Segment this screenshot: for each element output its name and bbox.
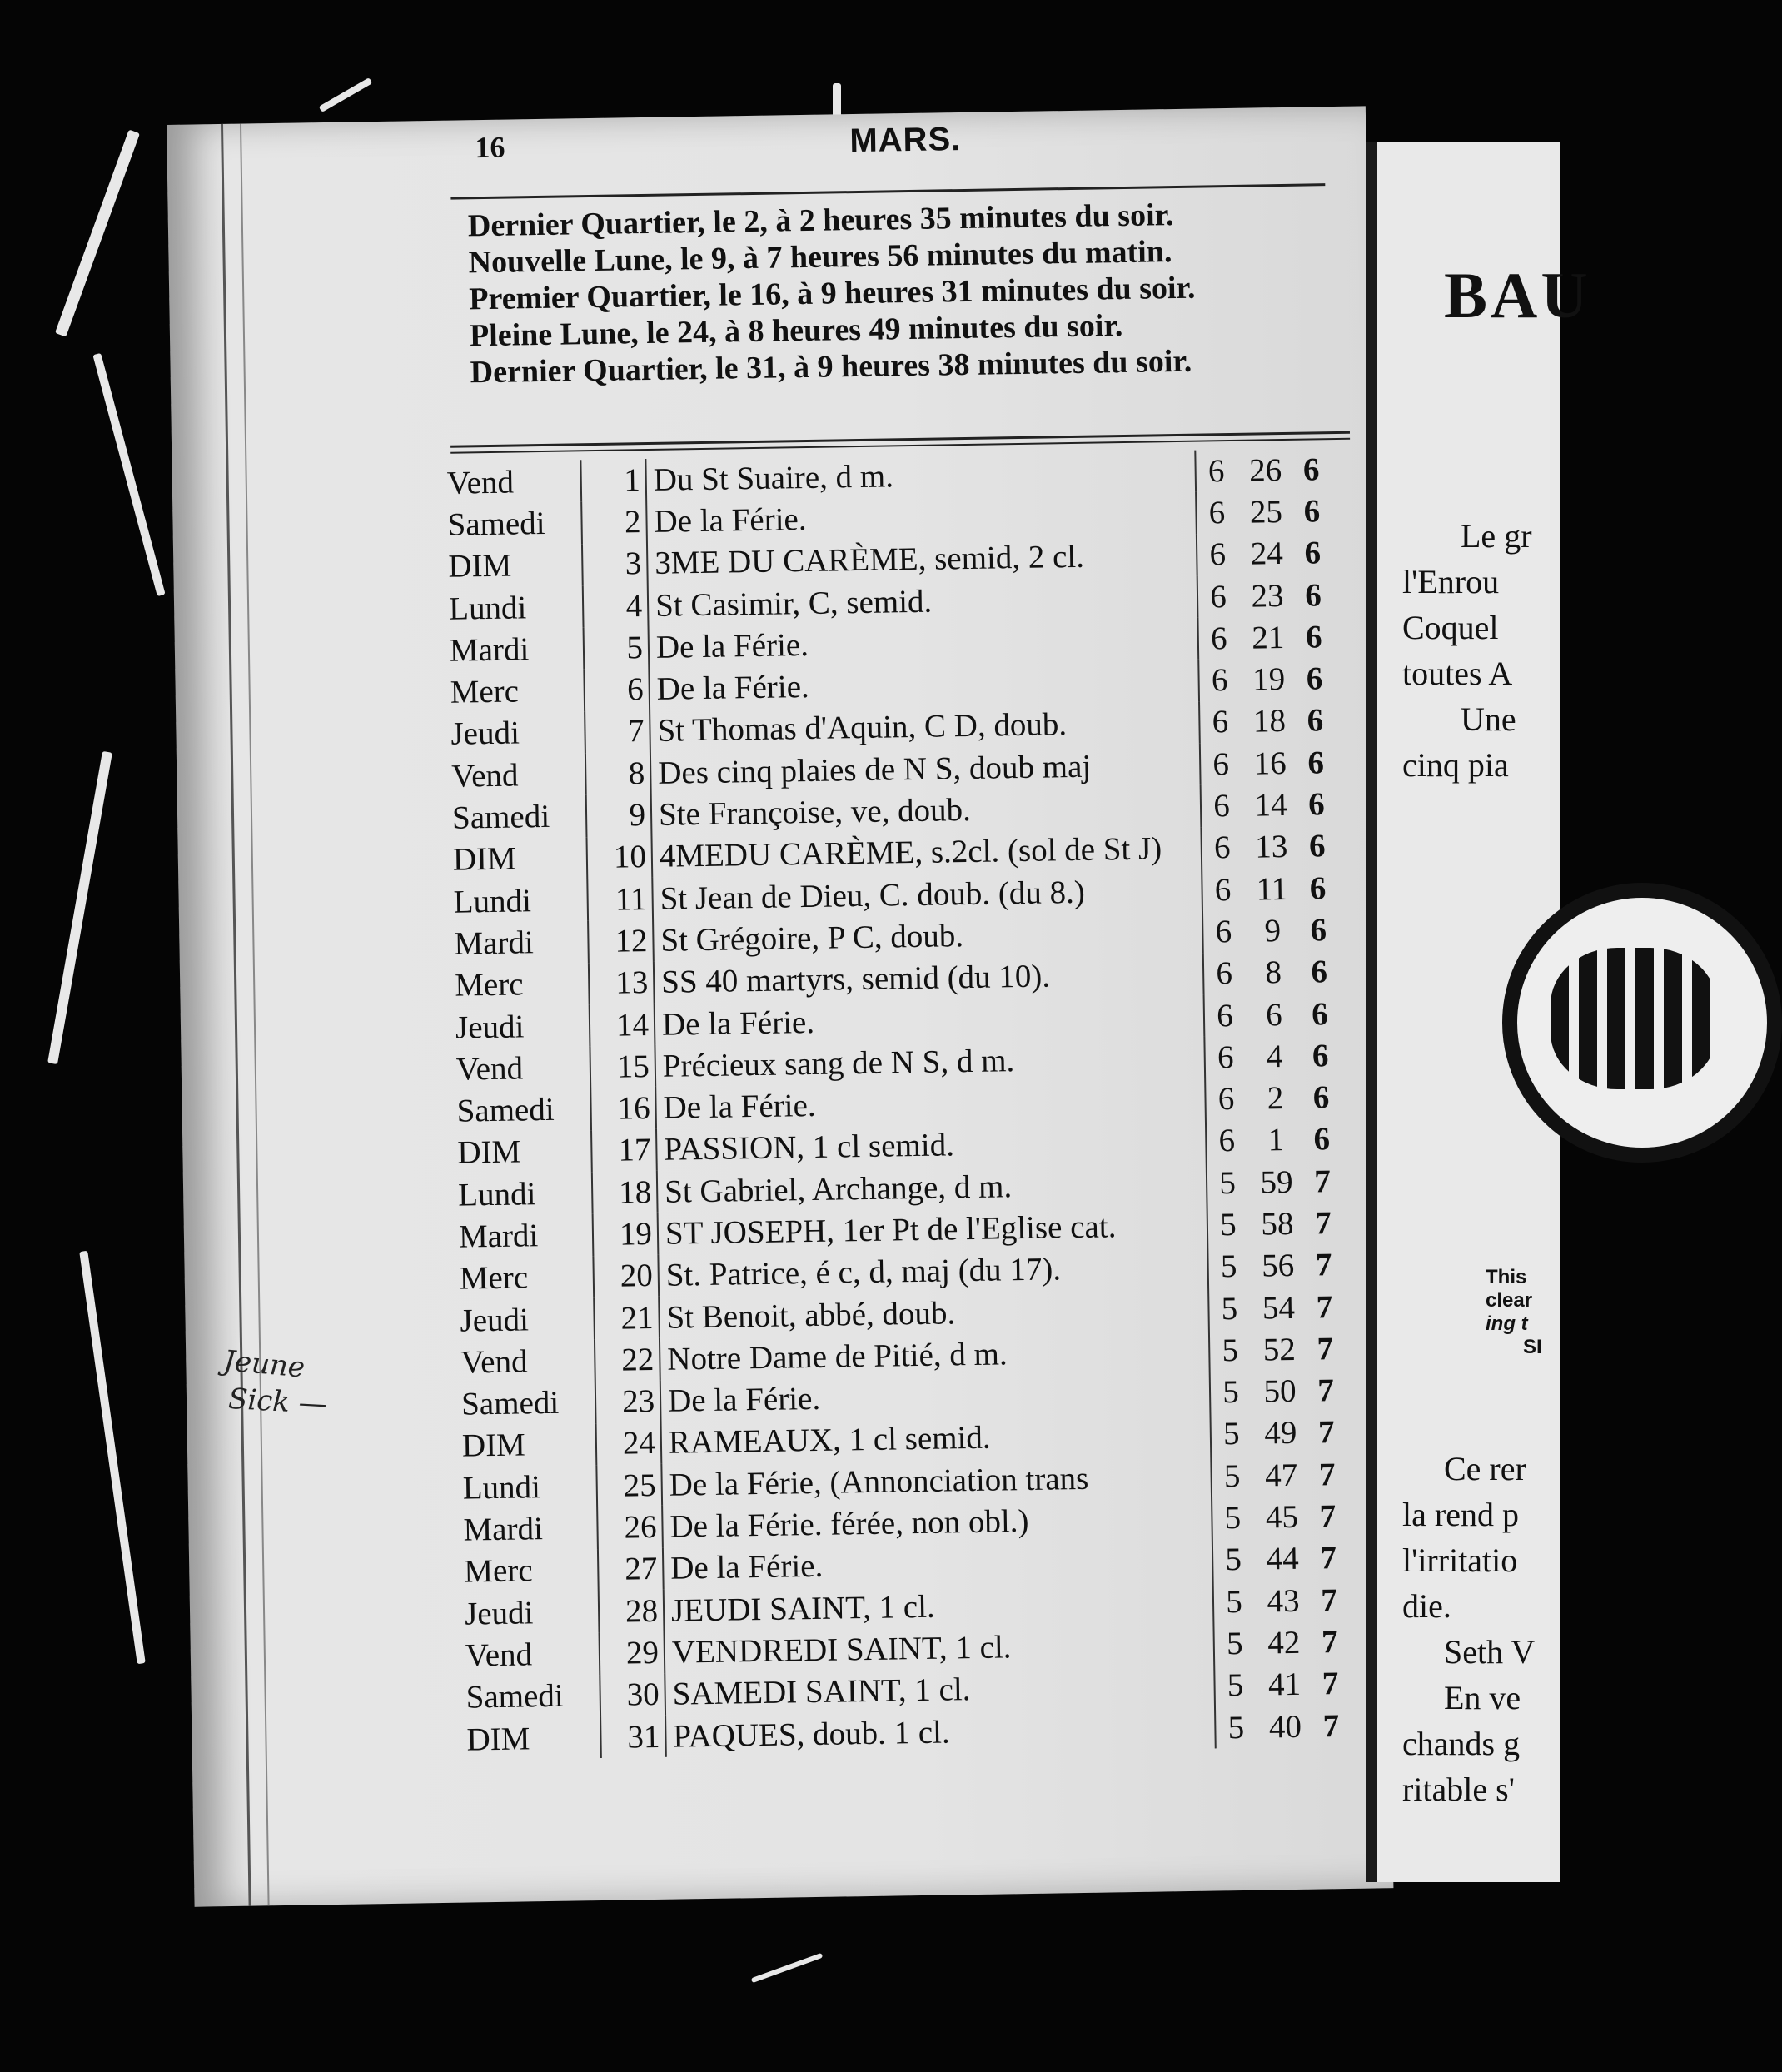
- page-number: 16: [475, 130, 505, 165]
- minute-cell: 6: [1265, 996, 1283, 1033]
- minute-cell: 50: [1263, 1373, 1297, 1410]
- minute-cell: 45: [1265, 1498, 1299, 1536]
- weekday-cell: Mardi: [454, 924, 535, 962]
- minute-cell: 59: [1260, 1163, 1293, 1201]
- weekday-cell: Jeudi: [455, 1008, 525, 1046]
- weekday-cell: Lundi: [462, 1468, 541, 1507]
- weekday-cell: Vend: [450, 757, 519, 794]
- feast-cell: St Casimir, C, semid.: [655, 583, 933, 624]
- sunset-hour-cell: 7: [1314, 1163, 1332, 1200]
- sunset-hour-cell: 7: [1316, 1288, 1333, 1326]
- weekday-cell: Lundi: [457, 1175, 536, 1213]
- sunset-hour-cell: 7: [1322, 1707, 1340, 1744]
- moon-phases: [468, 194, 1345, 391]
- date-cell: 4: [582, 585, 650, 628]
- sunset-hour-cell: 6: [1311, 954, 1328, 990]
- minute-cell: 21: [1251, 619, 1285, 656]
- calendar-table: [446, 448, 1374, 1761]
- hour-cell: 5: [1213, 1664, 1256, 1706]
- minute-cell: 16: [1253, 745, 1287, 782]
- weekday-cell: Vend: [460, 1343, 528, 1381]
- sunset-hour-cell: 6: [1306, 660, 1323, 697]
- weekday-cell: DIM: [452, 840, 517, 879]
- date-cell: 6: [583, 668, 650, 711]
- facing-page-small: ing t: [1486, 1312, 1528, 1335]
- feast-cell: St Grégoire, P C, doub.: [660, 917, 964, 959]
- sunset-hour-cell: 7: [1314, 1205, 1332, 1242]
- hour-cell: 5: [1207, 1245, 1249, 1288]
- weekday-cell: DIM: [466, 1720, 530, 1758]
- sunset-hour-cell: 6: [1313, 1121, 1331, 1158]
- facing-page-text: Ce rer: [1444, 1450, 1526, 1487]
- date-cell: 18: [591, 1171, 659, 1214]
- feast-cell: SAMEDI SAINT, 1 cl.: [672, 1671, 971, 1712]
- weekday-cell: Samedi: [447, 505, 545, 543]
- weekday-cell: Samedi: [456, 1091, 555, 1129]
- feast-cell: De la Férie. férée, non obl.): [669, 1503, 1029, 1545]
- sunset-hour-cell: 6: [1307, 744, 1325, 781]
- hour-cell: 6: [1194, 450, 1237, 492]
- facing-page: [1366, 142, 1591, 1882]
- date-cell: 1: [580, 459, 647, 502]
- hour-cell: 6: [1201, 869, 1243, 911]
- hour-cell: 6: [1198, 701, 1241, 744]
- date-cell: 25: [595, 1464, 663, 1507]
- hour-cell: 6: [1202, 910, 1244, 953]
- facing-page-text: Seth V: [1444, 1633, 1536, 1671]
- hour-cell: 6: [1202, 952, 1245, 994]
- hour-cell: 5: [1207, 1288, 1250, 1330]
- weekday-cell: DIM: [461, 1427, 526, 1465]
- weekday-cell: Vend: [446, 464, 515, 501]
- hour-cell: 5: [1210, 1455, 1252, 1497]
- facing-page-text: chands g: [1402, 1725, 1521, 1762]
- feast-cell: De la Férie.: [669, 1548, 824, 1587]
- hour-cell: 5: [1212, 1581, 1255, 1623]
- minute-cell: 18: [1252, 703, 1287, 740]
- minute-cell: 56: [1261, 1248, 1295, 1284]
- feast-cell: St. Patrice, é c, d, maj (du 17).: [665, 1251, 1062, 1294]
- weekday-cell: Samedi: [465, 1677, 565, 1716]
- feast-cell: St Jean de Dieu, C. doub. (du 8.): [660, 874, 1086, 917]
- hour-cell: 6: [1197, 659, 1240, 701]
- weekday-cell: Mardi: [449, 631, 530, 669]
- minute-cell: 25: [1249, 493, 1283, 530]
- date-cell: 20: [592, 1255, 660, 1298]
- background-crack: [79, 1251, 145, 1665]
- facing-page-text: die.: [1402, 1587, 1451, 1625]
- date-cell: 7: [584, 710, 651, 754]
- minute-cell: 9: [1264, 913, 1282, 949]
- sunset-hour-cell: 6: [1312, 1079, 1330, 1116]
- feast-cell: SS 40 martyrs, semid (du 10).: [660, 958, 1051, 1000]
- weekday-cell: Mardi: [463, 1511, 544, 1548]
- moon-phase-line: Nouvelle Lune, le 9, à 7 heures 56 minutes du matin.: [468, 234, 1172, 281]
- hour-cell: 6: [1197, 575, 1239, 618]
- weekday-cell: Merc: [459, 1259, 529, 1297]
- minute-cell: 2: [1267, 1080, 1284, 1117]
- sunset-hour-cell: 7: [1320, 1540, 1337, 1576]
- sunset-hour-cell: 7: [1315, 1247, 1332, 1283]
- sunset-hour-cell: 7: [1317, 1331, 1334, 1367]
- minute-cell: 44: [1266, 1541, 1300, 1577]
- minute-cell: 4: [1266, 1038, 1283, 1075]
- date-cell: 26: [596, 1506, 664, 1549]
- date-cell: 3: [581, 543, 649, 586]
- handwritten-note: Sick —: [227, 1382, 328, 1422]
- sunset-hour-cell: 7: [1322, 1666, 1339, 1702]
- feast-cell: St Thomas d'Aquin, C D, doub.: [657, 706, 1068, 750]
- date-cell: 31: [600, 1716, 667, 1759]
- facing-page-text: l'irritatio: [1402, 1542, 1518, 1579]
- minute-cell: 42: [1267, 1624, 1301, 1661]
- minute-cell: 49: [1264, 1415, 1297, 1452]
- sunset-hour-cell: 6: [1308, 828, 1326, 864]
- sunset-hour-cell: 7: [1318, 1456, 1336, 1493]
- feast-cell: PASSION, 1 cl semid.: [664, 1127, 955, 1168]
- feast-cell: Ste Françoise, ve, doub.: [658, 791, 972, 833]
- moon-phase-line: Dernier Quartier, le 2, à 2 heures 35 minutes du soir.: [467, 197, 1174, 244]
- facing-page-text: l'Enrou: [1402, 563, 1500, 600]
- seal-logo: [1502, 883, 1782, 1163]
- hour-cell: 6: [1195, 491, 1237, 534]
- facing-page-small: This: [1486, 1266, 1527, 1288]
- feast-cell: Du St Suaire, d m.: [653, 457, 894, 498]
- feast-cell: Notre Dame de Pitié, d m.: [667, 1336, 1008, 1377]
- feast-cell: St Benoit, abbé, doub.: [666, 1294, 956, 1336]
- hour-cell: 6: [1203, 994, 1246, 1037]
- sunset-hour-cell: 7: [1317, 1414, 1335, 1451]
- date-cell: 9: [585, 794, 653, 837]
- hour-cell: 5: [1207, 1203, 1249, 1246]
- date-cell: 2: [580, 501, 648, 544]
- sunset-hour-cell: 6: [1310, 912, 1327, 949]
- hour-cell: 6: [1197, 617, 1239, 660]
- date-cell: 12: [587, 919, 655, 963]
- weekday-cell: DIM: [448, 547, 512, 585]
- sunset-hour-cell: 6: [1303, 493, 1321, 530]
- hour-cell: 5: [1209, 1413, 1252, 1456]
- background-crack: [751, 1953, 824, 1983]
- facing-page-text: En ve: [1444, 1679, 1521, 1716]
- facing-page-text: cinq pia: [1402, 746, 1509, 784]
- weekday-cell: Mardi: [458, 1218, 539, 1255]
- hour-cell: 6: [1199, 743, 1242, 785]
- minute-cell: 58: [1261, 1205, 1294, 1243]
- date-cell: 15: [589, 1045, 656, 1088]
- sunset-hour-cell: 7: [1321, 1624, 1338, 1661]
- sunset-hour-cell: 6: [1304, 535, 1322, 571]
- minute-cell: 13: [1254, 829, 1288, 865]
- date-cell: 28: [598, 1590, 665, 1633]
- date-cell: 22: [594, 1338, 661, 1382]
- date-cell: 21: [593, 1297, 660, 1340]
- feast-cell: JEUDI SAINT, 1 cl.: [670, 1588, 936, 1629]
- sunset-hour-cell: 7: [1319, 1498, 1336, 1535]
- feast-cell: 4MEDU CARÈME, s.2cl. (sol de St J): [659, 830, 1162, 875]
- sunset-hour-cell: 7: [1320, 1581, 1338, 1619]
- page-gutter: [221, 124, 270, 1906]
- feast-cell: St Gabriel, Archange, d m.: [664, 1168, 1013, 1210]
- date-cell: 30: [599, 1673, 666, 1716]
- minute-cell: 54: [1262, 1289, 1296, 1327]
- sunset-hour-cell: 6: [1302, 451, 1320, 488]
- minute-cell: 52: [1262, 1331, 1297, 1368]
- facing-page-text: Coquel: [1402, 609, 1499, 646]
- sunset-hour-cell: 6: [1305, 619, 1322, 655]
- feast-cell: ST JOSEPH, 1er Pt de l'Eglise cat.: [665, 1208, 1117, 1252]
- moon-phase-line: Dernier Quartier, le 31, à 9 heures 38 minutes du soir.: [470, 343, 1192, 391]
- minute-cell: 43: [1267, 1582, 1300, 1620]
- feast-cell: De la Férie.: [655, 626, 809, 665]
- almanac-page: [167, 106, 1393, 1906]
- hour-cell: 5: [1209, 1371, 1252, 1413]
- facing-page-small: SI: [1523, 1336, 1542, 1358]
- minute-cell: 8: [1265, 954, 1282, 991]
- minute-cell: 1: [1267, 1122, 1285, 1158]
- facing-page-text: Une: [1461, 700, 1516, 738]
- month-title: MARS.: [849, 121, 962, 160]
- feast-cell: 3ME DU CARÈME, semid, 2 cl.: [655, 538, 1085, 582]
- weekday-cell: Jeudi: [464, 1594, 534, 1632]
- weekday-cell: DIM: [457, 1133, 521, 1172]
- date-cell: 19: [592, 1213, 660, 1256]
- date-cell: 16: [590, 1087, 657, 1130]
- date-cell: 5: [583, 626, 650, 670]
- facing-page-small: clear: [1486, 1289, 1533, 1312]
- weekday-cell: Lundi: [453, 882, 532, 920]
- weekday-cell: Samedi: [451, 798, 550, 836]
- feast-cell: De la Férie.: [663, 1087, 816, 1126]
- weekday-cell: Vend: [465, 1636, 533, 1674]
- minute-cell: 24: [1250, 535, 1284, 572]
- sunset-hour-cell: 6: [1311, 995, 1329, 1033]
- weekday-cell: Lundi: [448, 589, 527, 627]
- minute-cell: 23: [1251, 577, 1284, 615]
- facing-page-text: Le gr: [1461, 517, 1532, 555]
- hour-cell: 6: [1204, 1078, 1247, 1120]
- date-cell: 11: [586, 878, 654, 921]
- moon-phase-line: Premier Quartier, le 16, à 9 heures 31 minutes du soir.: [469, 270, 1196, 317]
- feast-cell: De la Férie.: [661, 1004, 815, 1043]
- date-cell: 14: [589, 1004, 656, 1047]
- feast-cell: De la Férie, (Annonciation trans: [669, 1460, 1089, 1503]
- date-cell: 13: [588, 961, 655, 1004]
- background-crack: [319, 77, 373, 112]
- date-cell: 24: [595, 1422, 663, 1466]
- hour-cell: 5: [1214, 1706, 1257, 1749]
- hour-cell: 6: [1200, 784, 1242, 827]
- background-crack: [92, 353, 165, 596]
- sunset-hour-cell: 6: [1309, 869, 1327, 907]
- weekday-cell: Jeudi: [460, 1301, 530, 1339]
- hour-cell: 5: [1206, 1162, 1248, 1204]
- minute-cell: 40: [1268, 1708, 1302, 1745]
- hour-cell: 6: [1205, 1120, 1247, 1163]
- sunset-hour-cell: 6: [1307, 702, 1324, 739]
- minute-cell: 11: [1256, 870, 1288, 908]
- facing-page-title: BAU: [1444, 259, 1591, 331]
- weekday-cell: Jeudi: [450, 715, 520, 753]
- moon-phase-line: Pleine Lune, le 24, à 8 heures 49 minutes du soir.: [469, 307, 1123, 354]
- minute-cell: 19: [1252, 661, 1286, 698]
- feast-cell: VENDREDI SAINT, 1 cl.: [671, 1629, 1012, 1671]
- date-cell: 17: [590, 1129, 658, 1173]
- date-cell: 8: [585, 752, 652, 795]
- date-cell: 23: [595, 1380, 662, 1423]
- weekday-cell: Merc: [450, 673, 520, 710]
- sunset-hour-cell: 6: [1304, 576, 1322, 614]
- hour-cell: 6: [1203, 1036, 1246, 1078]
- minute-cell: 26: [1248, 451, 1282, 489]
- feast-cell: Précieux sang de N S, d m.: [662, 1042, 1015, 1084]
- facing-page-text: la rend p: [1402, 1496, 1519, 1533]
- facing-page-text: ritable s': [1402, 1771, 1515, 1808]
- weekday-cell: Vend: [455, 1050, 524, 1088]
- hour-cell: 5: [1212, 1538, 1254, 1581]
- feast-cell: RAMEAUX, 1 cl semid.: [668, 1420, 991, 1462]
- background-crack: [47, 751, 112, 1064]
- handwritten-note: Jeune: [222, 1344, 306, 1385]
- background-crack: [55, 129, 140, 336]
- feast-cell: De la Férie.: [667, 1381, 821, 1419]
- hour-cell: 5: [1212, 1622, 1255, 1665]
- minute-cell: 14: [1254, 786, 1287, 824]
- feast-cell: Des cinq plaies de N S, doub maj: [657, 748, 1092, 791]
- hour-cell: 6: [1200, 826, 1242, 869]
- feast-cell: De la Férie.: [656, 669, 810, 707]
- date-cell: 10: [585, 836, 653, 879]
- sunset-hour-cell: 7: [1317, 1372, 1335, 1409]
- minute-cell: 47: [1264, 1457, 1298, 1494]
- sunset-hour-cell: 6: [1307, 786, 1326, 823]
- feast-cell: De la Férie.: [654, 501, 807, 540]
- weekday-cell: Merc: [463, 1552, 533, 1590]
- feast-cell: PAQUES, doub. 1 cl.: [673, 1714, 951, 1755]
- date-cell: 27: [597, 1548, 665, 1591]
- hour-cell: 6: [1196, 533, 1238, 575]
- hour-cell: 5: [1208, 1329, 1251, 1372]
- minute-cell: 41: [1267, 1666, 1302, 1703]
- weekday-cell: Samedi: [460, 1384, 560, 1422]
- weekday-cell: Merc: [454, 966, 524, 1004]
- hour-cell: 5: [1211, 1497, 1253, 1539]
- facing-page-text: toutes A: [1402, 655, 1513, 692]
- date-cell: 29: [599, 1631, 666, 1675]
- sunset-hour-cell: 6: [1312, 1038, 1329, 1074]
